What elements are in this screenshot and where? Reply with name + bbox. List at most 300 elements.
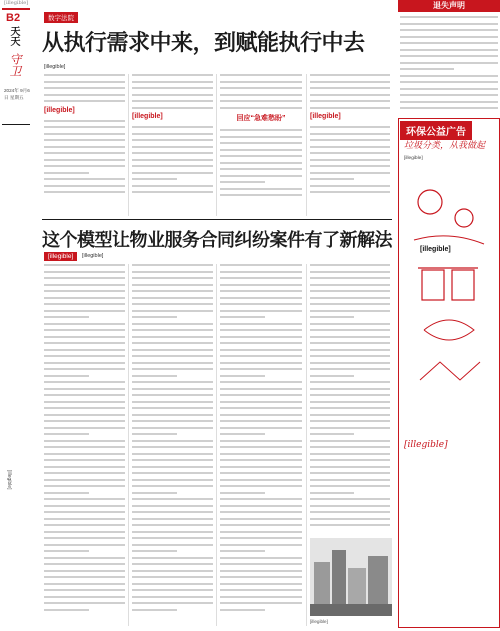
section-name-vertical: 天天 xyxy=(8,26,19,46)
text-line-placeholder xyxy=(310,323,390,325)
text-line-placeholder xyxy=(220,175,302,177)
text-line-placeholder xyxy=(44,472,125,474)
text-line-placeholder xyxy=(220,349,302,351)
text-line-placeholder xyxy=(44,466,125,468)
text-line-placeholder xyxy=(132,440,213,442)
text-line-placeholder xyxy=(132,602,213,604)
text-line-placeholder xyxy=(44,589,125,591)
text-line-placeholder xyxy=(132,336,213,338)
text-line-placeholder xyxy=(132,329,213,331)
text-line-placeholder xyxy=(220,303,302,305)
text-line-placeholder xyxy=(220,188,302,190)
text-line-placeholder xyxy=(44,323,125,325)
article-column-1 xyxy=(44,74,125,198)
text-line-placeholder xyxy=(44,329,125,331)
text-line-placeholder xyxy=(44,94,125,96)
text-line-placeholder xyxy=(44,576,125,578)
text-line-placeholder xyxy=(44,583,125,585)
text-line-placeholder xyxy=(132,100,213,102)
text-line-placeholder xyxy=(310,297,390,299)
text-line-placeholder xyxy=(220,609,265,611)
text-line-placeholder xyxy=(310,479,390,481)
text-line-placeholder xyxy=(132,290,213,292)
text-line-placeholder xyxy=(400,62,498,64)
text-line-placeholder xyxy=(310,505,390,507)
text-line-placeholder xyxy=(132,381,213,383)
ad-title: 环保公益广告 xyxy=(400,121,472,140)
text-line-placeholder xyxy=(132,185,213,187)
text-line-placeholder xyxy=(220,87,302,89)
text-line-placeholder xyxy=(132,107,213,109)
text-line-placeholder xyxy=(310,368,390,370)
text-line-placeholder xyxy=(132,146,213,148)
text-line-placeholder xyxy=(310,375,354,377)
text-line-placeholder xyxy=(44,290,125,292)
text-line-placeholder xyxy=(310,329,390,331)
text-line-placeholder xyxy=(310,81,390,83)
text-line-placeholder xyxy=(132,472,213,474)
text-line-placeholder xyxy=(132,375,177,377)
text-line-placeholder xyxy=(310,165,390,167)
text-line-placeholder xyxy=(44,172,89,174)
text-line-placeholder xyxy=(44,479,125,481)
ad-handwriting: 垃圾分类，从我做起 xyxy=(404,141,486,151)
text-line-placeholder xyxy=(44,596,125,598)
text-line-placeholder xyxy=(220,74,302,76)
text-line-placeholder xyxy=(132,355,213,357)
text-line-placeholder xyxy=(220,362,302,364)
text-line-placeholder xyxy=(310,518,390,520)
text-line-placeholder xyxy=(220,583,302,585)
text-line-placeholder xyxy=(310,433,354,435)
subhead: [illegible] xyxy=(310,113,341,120)
text-line-placeholder xyxy=(220,149,302,151)
text-line-placeholder xyxy=(44,492,89,494)
text-line-placeholder xyxy=(310,100,390,102)
text-line-placeholder xyxy=(220,168,302,170)
text-line-placeholder xyxy=(44,139,125,141)
text-line-placeholder xyxy=(310,172,390,174)
text-line-placeholder xyxy=(310,74,390,76)
text-line-placeholder xyxy=(220,466,302,468)
text-line-placeholder xyxy=(220,394,302,396)
byline: [illegible] xyxy=(82,253,104,259)
text-line-placeholder xyxy=(220,329,302,331)
text-line-placeholder xyxy=(310,420,390,422)
text-line-placeholder xyxy=(220,589,302,591)
text-line-placeholder xyxy=(132,126,213,128)
text-line-placeholder xyxy=(132,505,213,507)
section-label: [illegible] xyxy=(44,252,77,261)
text-line-placeholder xyxy=(220,284,302,286)
text-line-placeholder xyxy=(132,557,213,559)
text-line-placeholder xyxy=(220,181,265,183)
masthead-red-rule xyxy=(2,8,30,10)
text-line-placeholder xyxy=(132,349,213,351)
text-line-placeholder xyxy=(44,152,125,154)
text-line-placeholder xyxy=(44,381,125,383)
text-line-placeholder xyxy=(44,511,125,513)
text-line-placeholder xyxy=(400,29,498,31)
text-line-placeholder xyxy=(44,531,125,533)
text-line-placeholder xyxy=(44,277,125,279)
text-line-placeholder xyxy=(220,524,302,526)
text-line-placeholder xyxy=(310,290,390,292)
byline: [illegible] xyxy=(44,64,66,70)
text-line-placeholder xyxy=(220,557,302,559)
ad-illustration xyxy=(404,180,494,430)
text-line-placeholder xyxy=(220,162,302,164)
text-line-placeholder xyxy=(400,42,498,44)
text-line-placeholder xyxy=(132,74,213,76)
text-line-placeholder xyxy=(44,550,89,552)
text-line-placeholder xyxy=(44,401,125,403)
text-line-placeholder xyxy=(220,194,302,196)
text-line-placeholder xyxy=(132,479,213,481)
text-line-placeholder xyxy=(310,310,390,312)
column-divider xyxy=(128,264,129,626)
text-line-placeholder xyxy=(310,459,390,461)
text-line-placeholder xyxy=(132,414,213,416)
text-line-placeholder xyxy=(44,453,125,455)
text-line-placeholder xyxy=(132,139,213,141)
text-line-placeholder xyxy=(310,139,390,141)
text-line-placeholder xyxy=(44,120,125,122)
article-column-2 xyxy=(132,74,213,198)
text-line-placeholder xyxy=(132,583,213,585)
text-line-placeholder xyxy=(220,479,302,481)
text-line-placeholder xyxy=(220,342,302,344)
text-line-placeholder xyxy=(400,94,498,96)
text-line-placeholder xyxy=(220,459,302,461)
text-line-placeholder xyxy=(132,316,177,318)
text-line-placeholder xyxy=(44,100,125,102)
text-line-placeholder xyxy=(400,68,454,70)
text-line-placeholder xyxy=(220,518,302,520)
text-line-placeholder xyxy=(132,531,213,533)
text-line-placeholder xyxy=(310,126,390,128)
text-line-placeholder xyxy=(220,316,265,318)
text-line-placeholder xyxy=(132,427,213,429)
text-line-placeholder xyxy=(44,316,89,318)
text-line-placeholder xyxy=(44,459,125,461)
text-line-placeholder xyxy=(132,159,213,161)
text-line-placeholder xyxy=(132,271,213,273)
text-line-placeholder xyxy=(310,107,390,109)
text-line-placeholder xyxy=(44,133,125,135)
page-running-head: [illegible] xyxy=(4,0,29,6)
text-line-placeholder xyxy=(220,446,302,448)
text-line-placeholder xyxy=(132,178,177,180)
headline: 这个模型让物业服务合同纠纷案件有了新解法 xyxy=(42,230,392,251)
text-line-placeholder xyxy=(132,524,213,526)
text-line-placeholder xyxy=(220,297,302,299)
text-line-placeholder xyxy=(44,394,125,396)
text-line-placeholder xyxy=(220,375,265,377)
text-line-placeholder xyxy=(220,427,302,429)
section-label: 数字法院 xyxy=(44,12,78,23)
text-line-placeholder xyxy=(400,81,498,83)
text-line-placeholder xyxy=(44,498,125,500)
text-line-placeholder xyxy=(132,310,213,312)
text-line-placeholder xyxy=(132,544,213,546)
text-line-placeholder xyxy=(44,264,125,266)
text-line-placeholder xyxy=(132,433,177,435)
text-line-placeholder xyxy=(44,87,125,89)
text-line-placeholder xyxy=(44,407,125,409)
column-divider xyxy=(216,74,217,216)
text-line-placeholder xyxy=(44,355,125,357)
text-line-placeholder xyxy=(44,126,125,128)
text-line-placeholder xyxy=(132,277,213,279)
text-line-placeholder xyxy=(132,570,213,572)
text-line-placeholder xyxy=(220,368,302,370)
text-line-placeholder xyxy=(220,576,302,578)
text-line-placeholder xyxy=(132,492,177,494)
text-line-placeholder xyxy=(220,336,302,338)
text-line-placeholder xyxy=(44,563,125,565)
text-line-placeholder xyxy=(44,349,125,351)
text-line-placeholder xyxy=(310,381,390,383)
text-line-placeholder xyxy=(400,88,498,90)
text-line-placeholder xyxy=(132,165,213,167)
article-column-3 xyxy=(220,74,302,201)
text-line-placeholder xyxy=(132,596,213,598)
text-line-placeholder xyxy=(132,550,177,552)
text-line-placeholder xyxy=(310,303,390,305)
text-line-placeholder xyxy=(310,185,390,187)
text-line-placeholder xyxy=(310,133,390,135)
text-line-placeholder xyxy=(310,511,390,513)
text-line-placeholder xyxy=(44,602,125,604)
text-line-placeholder xyxy=(44,537,125,539)
subhead: [illegible] xyxy=(132,113,163,120)
page-number: B2 xyxy=(6,12,21,24)
text-line-placeholder xyxy=(310,336,390,338)
text-line-placeholder xyxy=(132,342,213,344)
text-line-placeholder xyxy=(220,563,302,565)
text-line-placeholder xyxy=(220,136,302,138)
text-line-placeholder xyxy=(310,94,390,96)
section-subname-vertical: 守卫 xyxy=(8,53,22,77)
text-line-placeholder xyxy=(220,570,302,572)
text-line-placeholder xyxy=(400,49,498,51)
text-line-placeholder xyxy=(310,178,354,180)
text-line-placeholder xyxy=(132,407,213,409)
ad-text: [illegible] xyxy=(404,156,423,161)
text-line-placeholder xyxy=(310,271,390,273)
text-line-placeholder xyxy=(220,485,302,487)
text-line-placeholder xyxy=(44,433,89,435)
text-line-placeholder xyxy=(44,485,125,487)
article-column-2 xyxy=(132,264,213,615)
column-divider xyxy=(306,264,307,626)
text-line-placeholder xyxy=(44,74,125,76)
text-line-placeholder xyxy=(310,485,390,487)
text-line-placeholder xyxy=(310,407,390,409)
text-line-placeholder xyxy=(220,271,302,273)
article-column-3 xyxy=(220,264,302,615)
lost-notices xyxy=(400,16,498,114)
text-line-placeholder xyxy=(44,159,125,161)
text-line-placeholder xyxy=(400,101,498,103)
text-line-placeholder xyxy=(310,87,390,89)
text-line-placeholder xyxy=(44,271,125,273)
ad-phone: [illegible] xyxy=(420,246,451,253)
text-line-placeholder xyxy=(220,81,302,83)
ad-handwriting: [illegible] xyxy=(404,440,448,450)
article-column-1 xyxy=(44,264,125,615)
text-line-placeholder xyxy=(132,511,213,513)
text-line-placeholder xyxy=(310,277,390,279)
issue-date: 2024年 9月6日 星期五 xyxy=(4,88,30,100)
text-line-placeholder xyxy=(132,94,213,96)
text-line-placeholder xyxy=(220,537,302,539)
text-line-placeholder xyxy=(220,355,302,357)
text-line-placeholder xyxy=(220,440,302,442)
text-line-placeholder xyxy=(310,355,390,357)
text-line-placeholder xyxy=(310,498,390,500)
text-line-placeholder xyxy=(132,323,213,325)
text-line-placeholder xyxy=(310,492,354,494)
text-line-placeholder xyxy=(44,570,125,572)
text-line-placeholder xyxy=(132,394,213,396)
text-line-placeholder xyxy=(132,485,213,487)
text-line-placeholder xyxy=(310,524,390,526)
text-line-placeholder xyxy=(220,381,302,383)
text-line-placeholder xyxy=(44,297,125,299)
text-line-placeholder xyxy=(44,191,125,193)
text-line-placeholder xyxy=(44,178,125,180)
text-line-placeholder xyxy=(400,55,498,57)
text-line-placeholder xyxy=(310,446,390,448)
text-line-placeholder xyxy=(220,323,302,325)
article-column-4 xyxy=(310,264,390,531)
text-line-placeholder xyxy=(220,107,302,109)
text-line-placeholder xyxy=(132,133,213,135)
text-line-placeholder xyxy=(132,401,213,403)
text-line-placeholder xyxy=(132,518,213,520)
text-line-placeholder xyxy=(44,342,125,344)
text-line-placeholder xyxy=(310,401,390,403)
text-line-placeholder xyxy=(44,414,125,416)
text-line-placeholder xyxy=(44,336,125,338)
text-line-placeholder xyxy=(400,16,498,18)
text-line-placeholder xyxy=(220,602,302,604)
text-line-placeholder xyxy=(44,505,125,507)
article-column-4 xyxy=(310,74,390,198)
text-line-placeholder xyxy=(220,531,302,533)
text-line-placeholder xyxy=(132,466,213,468)
text-line-placeholder xyxy=(220,472,302,474)
page-footer: [illegible] xyxy=(6,470,12,490)
text-line-placeholder xyxy=(220,142,302,144)
text-line-placeholder xyxy=(132,589,213,591)
text-line-placeholder xyxy=(44,420,125,422)
text-line-placeholder xyxy=(310,472,390,474)
text-line-placeholder xyxy=(132,152,213,154)
text-line-placeholder xyxy=(400,75,498,77)
text-line-placeholder xyxy=(132,388,213,390)
text-line-placeholder xyxy=(220,155,302,157)
text-line-placeholder xyxy=(132,420,213,422)
text-line-placeholder xyxy=(44,165,125,167)
text-line-placeholder xyxy=(44,544,125,546)
text-line-placeholder xyxy=(132,446,213,448)
text-line-placeholder xyxy=(220,388,302,390)
text-line-placeholder xyxy=(44,284,125,286)
article-photo xyxy=(310,538,392,616)
text-line-placeholder xyxy=(310,152,390,154)
text-line-placeholder xyxy=(44,362,125,364)
text-line-placeholder xyxy=(132,453,213,455)
text-line-placeholder xyxy=(220,498,302,500)
text-line-placeholder xyxy=(220,100,302,102)
text-line-placeholder xyxy=(44,310,125,312)
text-line-placeholder xyxy=(132,81,213,83)
text-line-placeholder xyxy=(310,284,390,286)
text-line-placeholder xyxy=(220,420,302,422)
masthead-rule xyxy=(2,124,30,125)
text-line-placeholder xyxy=(132,537,213,539)
text-line-placeholder xyxy=(44,303,125,305)
text-line-placeholder xyxy=(132,563,213,565)
text-line-placeholder xyxy=(220,550,265,552)
text-line-placeholder xyxy=(220,492,265,494)
text-line-placeholder xyxy=(44,440,125,442)
text-line-placeholder xyxy=(132,459,213,461)
text-line-placeholder xyxy=(132,297,213,299)
text-line-placeholder xyxy=(310,414,390,416)
text-line-placeholder xyxy=(132,303,213,305)
text-line-placeholder xyxy=(310,349,390,351)
text-line-placeholder xyxy=(220,433,265,435)
text-line-placeholder xyxy=(220,290,302,292)
text-line-placeholder xyxy=(220,453,302,455)
text-line-placeholder xyxy=(132,87,213,89)
subhead: 回应“急难愁盼” xyxy=(236,115,286,122)
text-line-placeholder xyxy=(220,596,302,598)
article-divider xyxy=(42,219,392,220)
text-line-placeholder xyxy=(132,362,213,364)
headline: 从执行需求中来，到赋能执行中去 xyxy=(42,31,365,56)
column-divider xyxy=(216,264,217,626)
photo-caption: [illegible] xyxy=(310,619,328,624)
text-line-placeholder xyxy=(44,518,125,520)
text-line-placeholder xyxy=(400,23,498,25)
text-line-placeholder xyxy=(44,427,125,429)
text-line-placeholder xyxy=(44,524,125,526)
buildings-illustration xyxy=(310,538,392,616)
text-line-placeholder xyxy=(220,414,302,416)
text-line-placeholder xyxy=(44,557,125,559)
text-line-placeholder xyxy=(220,407,302,409)
text-line-placeholder xyxy=(44,81,125,83)
text-line-placeholder xyxy=(44,375,89,377)
text-line-placeholder xyxy=(310,362,390,364)
text-line-placeholder xyxy=(220,505,302,507)
text-line-placeholder xyxy=(132,576,213,578)
text-line-placeholder xyxy=(220,511,302,513)
text-line-placeholder xyxy=(132,609,177,611)
text-line-placeholder xyxy=(132,264,213,266)
text-line-placeholder xyxy=(310,159,390,161)
column-divider xyxy=(128,74,129,216)
text-line-placeholder xyxy=(310,440,390,442)
subhead: [illegible] xyxy=(44,106,75,114)
text-line-placeholder xyxy=(220,544,302,546)
text-line-placeholder xyxy=(44,185,125,187)
